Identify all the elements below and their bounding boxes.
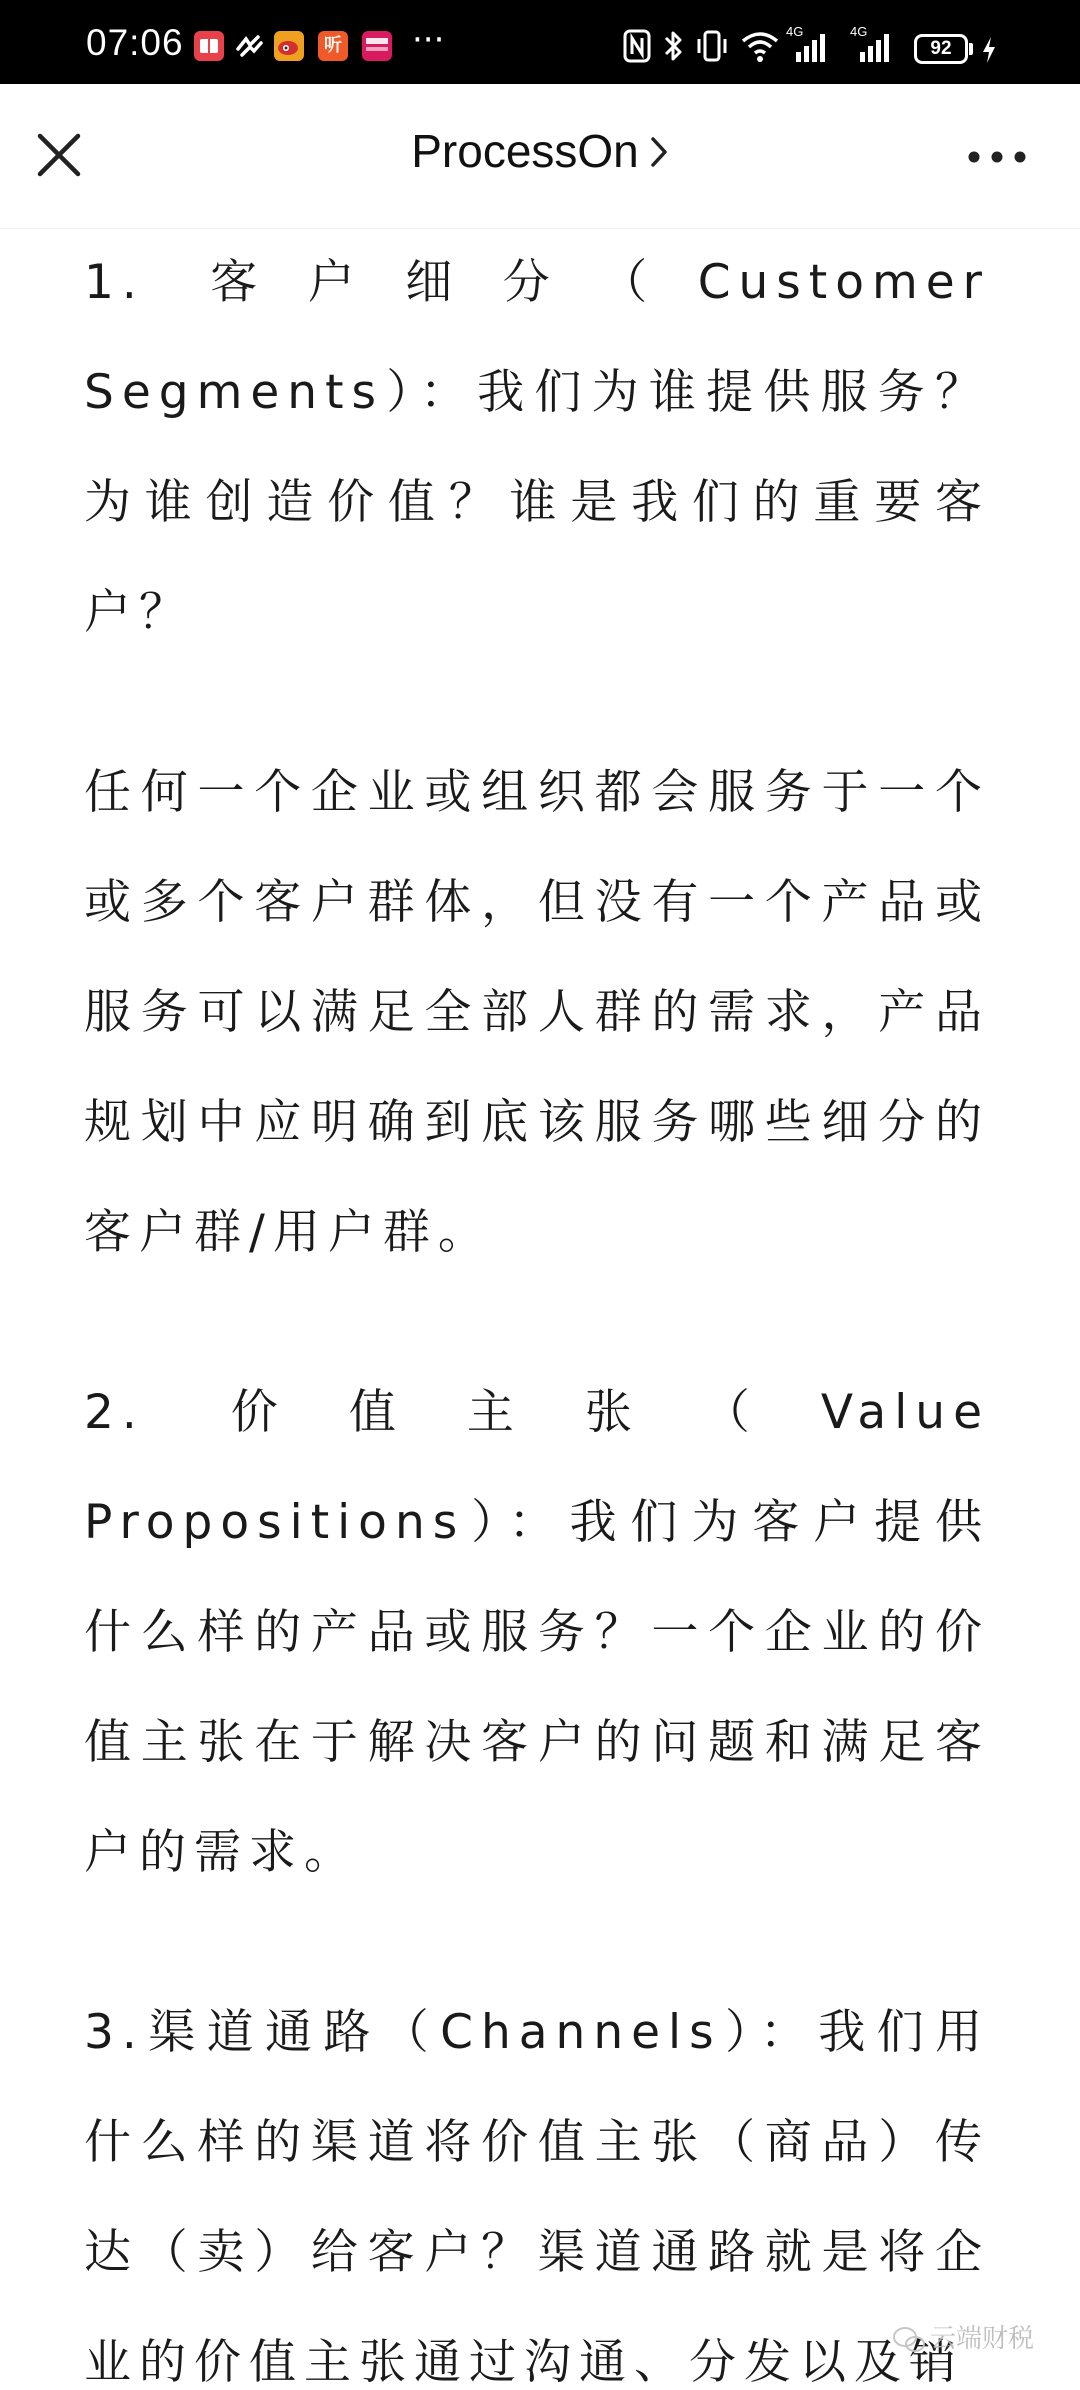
wechat-watermark-icon [892, 2325, 926, 2355]
status-more-indicator: ··· [412, 20, 445, 60]
charging-icon [980, 36, 998, 68]
article-paragraph-1: 1. 客户细分（Customer Segments）：我们为谁提供服务？为谁创造价值？谁是我们的重要客户？ [84, 255, 990, 640]
article-body [84, 228, 990, 2390]
paragraph-gap [84, 1908, 990, 1978]
close-icon [30, 126, 90, 186]
nav-bar [0, 84, 1080, 229]
network-label-2: 4G [850, 24, 868, 39]
chevron-right-icon [649, 135, 669, 169]
wifi-icon [740, 28, 780, 68]
network-label-1: 4G [786, 24, 804, 39]
nav-title-link[interactable] [411, 125, 669, 177]
article-paragraph-4: 3.渠道通路（Channels）：我们用什么样的渠道将价值主张（商品）传达（卖）给客户？渠道通路就是将企业的价值主张通过沟通、分发以及销 [84, 2005, 990, 2390]
nav-title [0, 124, 1080, 178]
status-time: 07:06 [86, 22, 184, 63]
battery-nub [969, 43, 973, 55]
article-paragraph-3: 2. 价值主张（Value Propositions）：我们为客户提供什么样的产品或服务？一个企业的价值主张在于解决客户的问题和满足客户的需求。 [84, 1385, 990, 1880]
more-options-button[interactable] [962, 132, 1032, 182]
signal-icon-1 [786, 26, 838, 70]
paragraph-gap [84, 668, 990, 738]
battery-level: 92 [914, 34, 968, 64]
nfc-icon [622, 28, 652, 68]
watermark [892, 2318, 1034, 2355]
article-paragraph-2: 任何一个企业或组织都会服务于一个或多个客户群体，但没有一个产品或服务可以满足全部人群的需求，产品规划中应明确到底该服务哪些细分的客户群/用户群。 [84, 765, 990, 1260]
jiasu-app-icon [362, 31, 392, 61]
status-bar [0, 0, 1080, 84]
close-button[interactable] [30, 126, 90, 186]
weibo-app-icon [274, 31, 304, 61]
watermark-text: 云端财税 [930, 2324, 1035, 2354]
vibrate-icon [694, 28, 730, 68]
bluetooth-icon [660, 28, 686, 68]
paragraph-gap [84, 1288, 990, 1358]
nav-title-text: ProcessOn [411, 125, 639, 177]
signal-icon-2 [850, 26, 902, 70]
more-dots-icon [962, 132, 1032, 182]
reader-app-icon [194, 31, 224, 61]
link-app-icon [234, 31, 264, 61]
ting-app-icon: 听 [318, 31, 348, 61]
